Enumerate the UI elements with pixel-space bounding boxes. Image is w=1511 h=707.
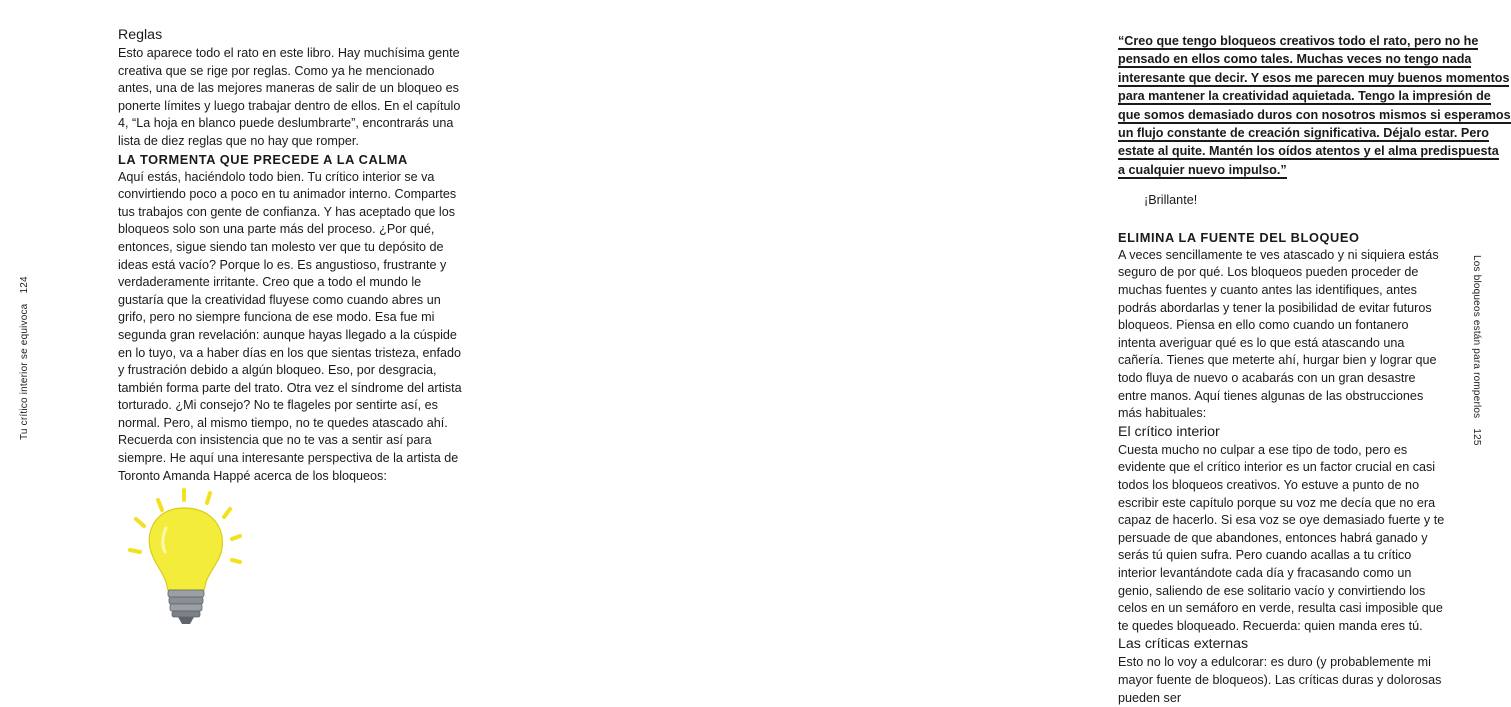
exclamation-text: ¡Brillante! [1144,193,1198,208]
highlighted-quote [1118,32,1511,179]
quote-line: para mantener la creatividad aquietada. Tengo la impresión de [1118,89,1491,104]
quote-line: interesante que decir. Y esos me parecen muy buenos momentos [1118,70,1510,85]
quote-line: estate al quite. Mantén los oídos atentos y el alma predispuesta [1118,144,1499,159]
section-heading-elimina: ELIMINA LA FUENTE DEL BLOQUEO [1118,229,1360,245]
left-running-title: Tu crítico interior se equivoca [19,303,30,440]
paragraph-critico: Cuesta mucho no culpar a ese tipo de todo, pero es evidente que el crítico interior es un factor crucial en casi todos los bloqueos creativos. Yo estuve a punto de no escribir este capítulo porque su voz me decía que no era capaz de hacerlo. Si esa voz se oye demasiado fuerte y te persuade de que abandones, entonces habrá ganado y serás tú quien sufra. Pero cuando acallas a tu crítico interior levantándote cada día y fracasando como un genio, saliendo de ese solitario vacío y convirtiendo los celos en un semáforo en verde, resulta casi imposible que te quedes bloqueado. Recuerda: quien manda eres tú. [1118,442,1445,633]
right-running-header [1471,255,1482,446]
paragraph-externas: Esto no lo voy a edulcorar: es duro (y probablemente mi mayor fuente de bloqueos). Las críticas duras y dolorosas pueden ser [1118,655,1442,705]
left-page [0,0,500,667]
quote-line: que somos demasiado duros con nosotros mismos si esperamos [1118,107,1511,122]
quote-line: a cualquier nuevo impulso.” [1118,162,1287,177]
section-heading-critico: El crítico interior [1118,423,1220,440]
quote-line: “Creo que tengo bloqueos creativos todo el rato, pero no he [1118,34,1479,48]
right-page [500,0,1511,705]
paragraph-tormenta: Aquí estás, haciéndolo todo bien. Tu crítico interior se va convirtiendo poco a poco en tu animador interno. Compartes tus trabajos con gente de confianza. Y has aceptado que los bloqueos solo son una parte más del proceso. ¿Por qué, entonces, sigue siendo tan molesto ver que tu depósito de ideas está vacío? Porque lo es. Es angustioso, frustrante y verdaderamente irritante. Creo que a todo el mundo le gustaría que la creatividad fluyese como cuando abres un grifo, pero no siempre funciona de ese modo. Esa fue mi segunda gran revelación: aunque hayas llegado a la cúspide en lo tuyo, va a haber días en los que sientas tristeza, enfado y frustración debido a algún bloqueo. Eso, por desgracia, también forma parte del trato. Otra vez el síndrome del artista torturado. ¿Mi consejo? No te flageles por sentirte así, es normal. Pero, al mismo tiempo, no te quedes atascado ahí. Recuerda con insistencia que no te vas a sentir así para siempre. He aquí una interesante perspectiva de la artista de Toronto Amanda Happé acerca de los bloqueos: [118,169,462,483]
left-text-column [118,26,463,485]
section-heading-tormenta: LA TORMENTA QUE PRECEDE A LA CALMA [118,151,408,167]
quote-line: pensado en ellos como tales. Muchas veces no tengo nada [1118,52,1472,67]
section-heading-externas: Las críticas externas [1118,636,1249,653]
paragraph-elimina: A veces sencillamente te ves atascado y ni siquiera estás seguro de por qué. Los bloqueos pueden proceder de muchas fuentes y cuanto antes las identifiques, antes podrás abordarlas y tener la posibilidad de evitar futuros bloqueos. Piensa en ello como cuando un fontanero intenta averiguar qué es lo que está atascando una cañería. Tienes que meterte ahí, hurgar bien y lograr que todo fluya de nuevo o acabarás con un gran desastre entre manos. Aquí tienes algunas de las obstrucciones más habituales: [1118,247,1439,421]
quote-line: un flujo constante de creación significativa. Déjalo estar. Pero [1118,126,1489,141]
section-heading-reglas: Reglas [118,27,163,43]
lightbulb-icon [122,486,252,628]
left-page-number: 124 [19,276,30,294]
right-running-title: Los bloqueos están para romperlos [1471,255,1482,419]
paragraph-reglas: Esto aparece todo el rato en este libro. Hay muchísima gente creativa que se rige por reglas. Como ya he mencionado antes, una de las mejores maneras de salir de un bloqueo es ponerte límites y luego trabajar dentro de ellos. En el capítulo 4, “La hoja en blanco puede deslumbrarte”, encontrarás una lista de diez reglas que no hay que romper. [118,46,461,148]
left-running-header [19,276,30,440]
right-page-number: 125 [1471,428,1482,446]
